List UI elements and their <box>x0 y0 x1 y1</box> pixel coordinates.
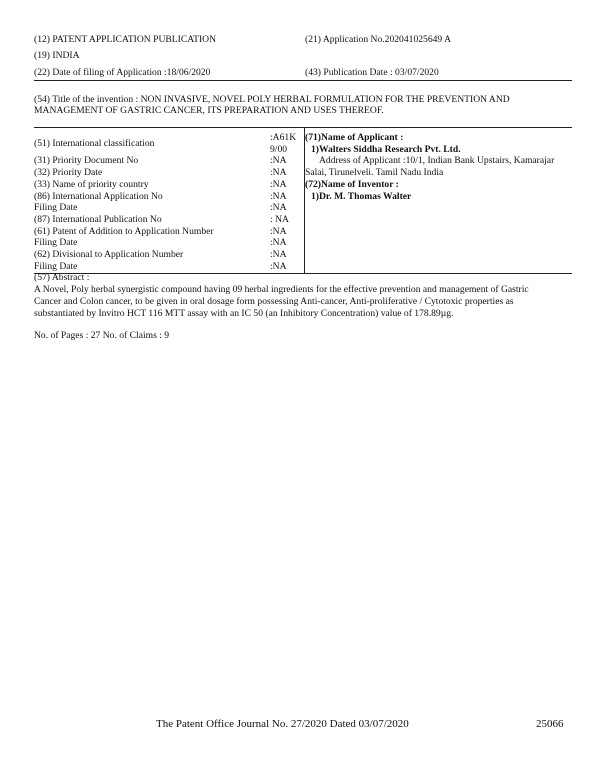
field-label: Filing Date <box>34 202 78 214</box>
field-label: (62) Divisional to Application Number <box>34 249 184 261</box>
applicant-heading: (71)Name of Applicant : <box>305 132 404 143</box>
field-label: (51) International classification <box>34 138 155 149</box>
header-divider <box>34 80 572 81</box>
country: (19) INDIA <box>34 50 80 61</box>
field-label: (86) International Application No <box>34 190 163 202</box>
pages-and-claims: No. of Pages : 27 No. of Claims : 9 <box>34 330 170 341</box>
abstract-line-1: A Novel, Poly herbal synergistic compound having 09 herbal ingredients for the effective prevention and management of Gastric <box>34 284 529 295</box>
field-value: :NA <box>270 260 287 272</box>
inventor-heading: (72)Name of Inventor : <box>305 178 399 190</box>
applicant-name: 1)Walters Siddha Research Pvt. Ltd. <box>311 143 461 155</box>
abstract-heading: (57) Abstract : <box>34 272 90 283</box>
applicant-address-line-1: Address of Applicant :10/1, Indian Bank Upstairs, Kamarajar <box>319 155 555 167</box>
field-value: :NA <box>270 155 287 167</box>
title-line-2: MANAGEMENT OF GASTRIC CANCER, ITS PREPARATION AND USES THEREOF. <box>34 105 384 116</box>
field-label: (33) Name of priority country <box>34 178 149 190</box>
application-number: (21) Application No.202041025649 A <box>305 34 452 45</box>
field-label: Filing Date <box>34 237 78 249</box>
applicant-block <box>305 128 573 274</box>
abstract-line-3: substantiated by Invitro HCT 116 MTT assay with an IC 50 (an Inhibitory Concentration) value of 178.89µg. <box>34 308 454 319</box>
publication-type: (12) PATENT APPLICATION PUBLICATION <box>34 34 217 45</box>
field-value: :NA <box>270 225 287 237</box>
applicant-address-line-2: Salai, Tirunelveli. Tamil Nadu India <box>305 167 444 179</box>
publication-date: (43) Publication Date : 03/07/2020 <box>305 67 439 78</box>
field-label: Filing Date <box>34 260 78 272</box>
field-label: (32) Priority Date <box>34 167 103 179</box>
field-label: (61) Patent of Addition to Application Number <box>34 225 214 237</box>
journal-footer: The Patent Office Journal No. 27/2020 Dated 03/07/2020 <box>156 718 409 730</box>
field-value: :A61K 9/00 <box>270 132 297 155</box>
field-value: :NA <box>270 178 287 190</box>
field-label: (31) Priority Document No <box>34 155 139 167</box>
filing-date: (22) Date of filing of Application :18/06/2020 <box>34 67 211 78</box>
bibliographic-table <box>34 127 572 274</box>
abstract-line-2: Cancer and Colon cancer, to be given in oral dosage form possessing Anti-cancer, Anti-proliferative / Cytotoxic properties as <box>34 296 514 307</box>
field-value: :NA <box>270 237 287 249</box>
field-value: :NA <box>270 249 287 261</box>
field-value: : NA <box>270 213 289 225</box>
inventor-name: 1)Dr. M. Thomas Walter <box>311 190 412 202</box>
field-label: (87) International Publication No <box>34 213 162 225</box>
field-value: :NA <box>270 167 287 179</box>
field-value: :NA <box>270 190 287 202</box>
page-number: 25066 <box>536 718 564 730</box>
field-value: :NA <box>270 202 287 214</box>
title-line-1: (54) Title of the invention : NON INVASIVE, NOVEL POLY HERBAL FORMULATION FOR THE PREVENTION AND <box>34 94 510 105</box>
